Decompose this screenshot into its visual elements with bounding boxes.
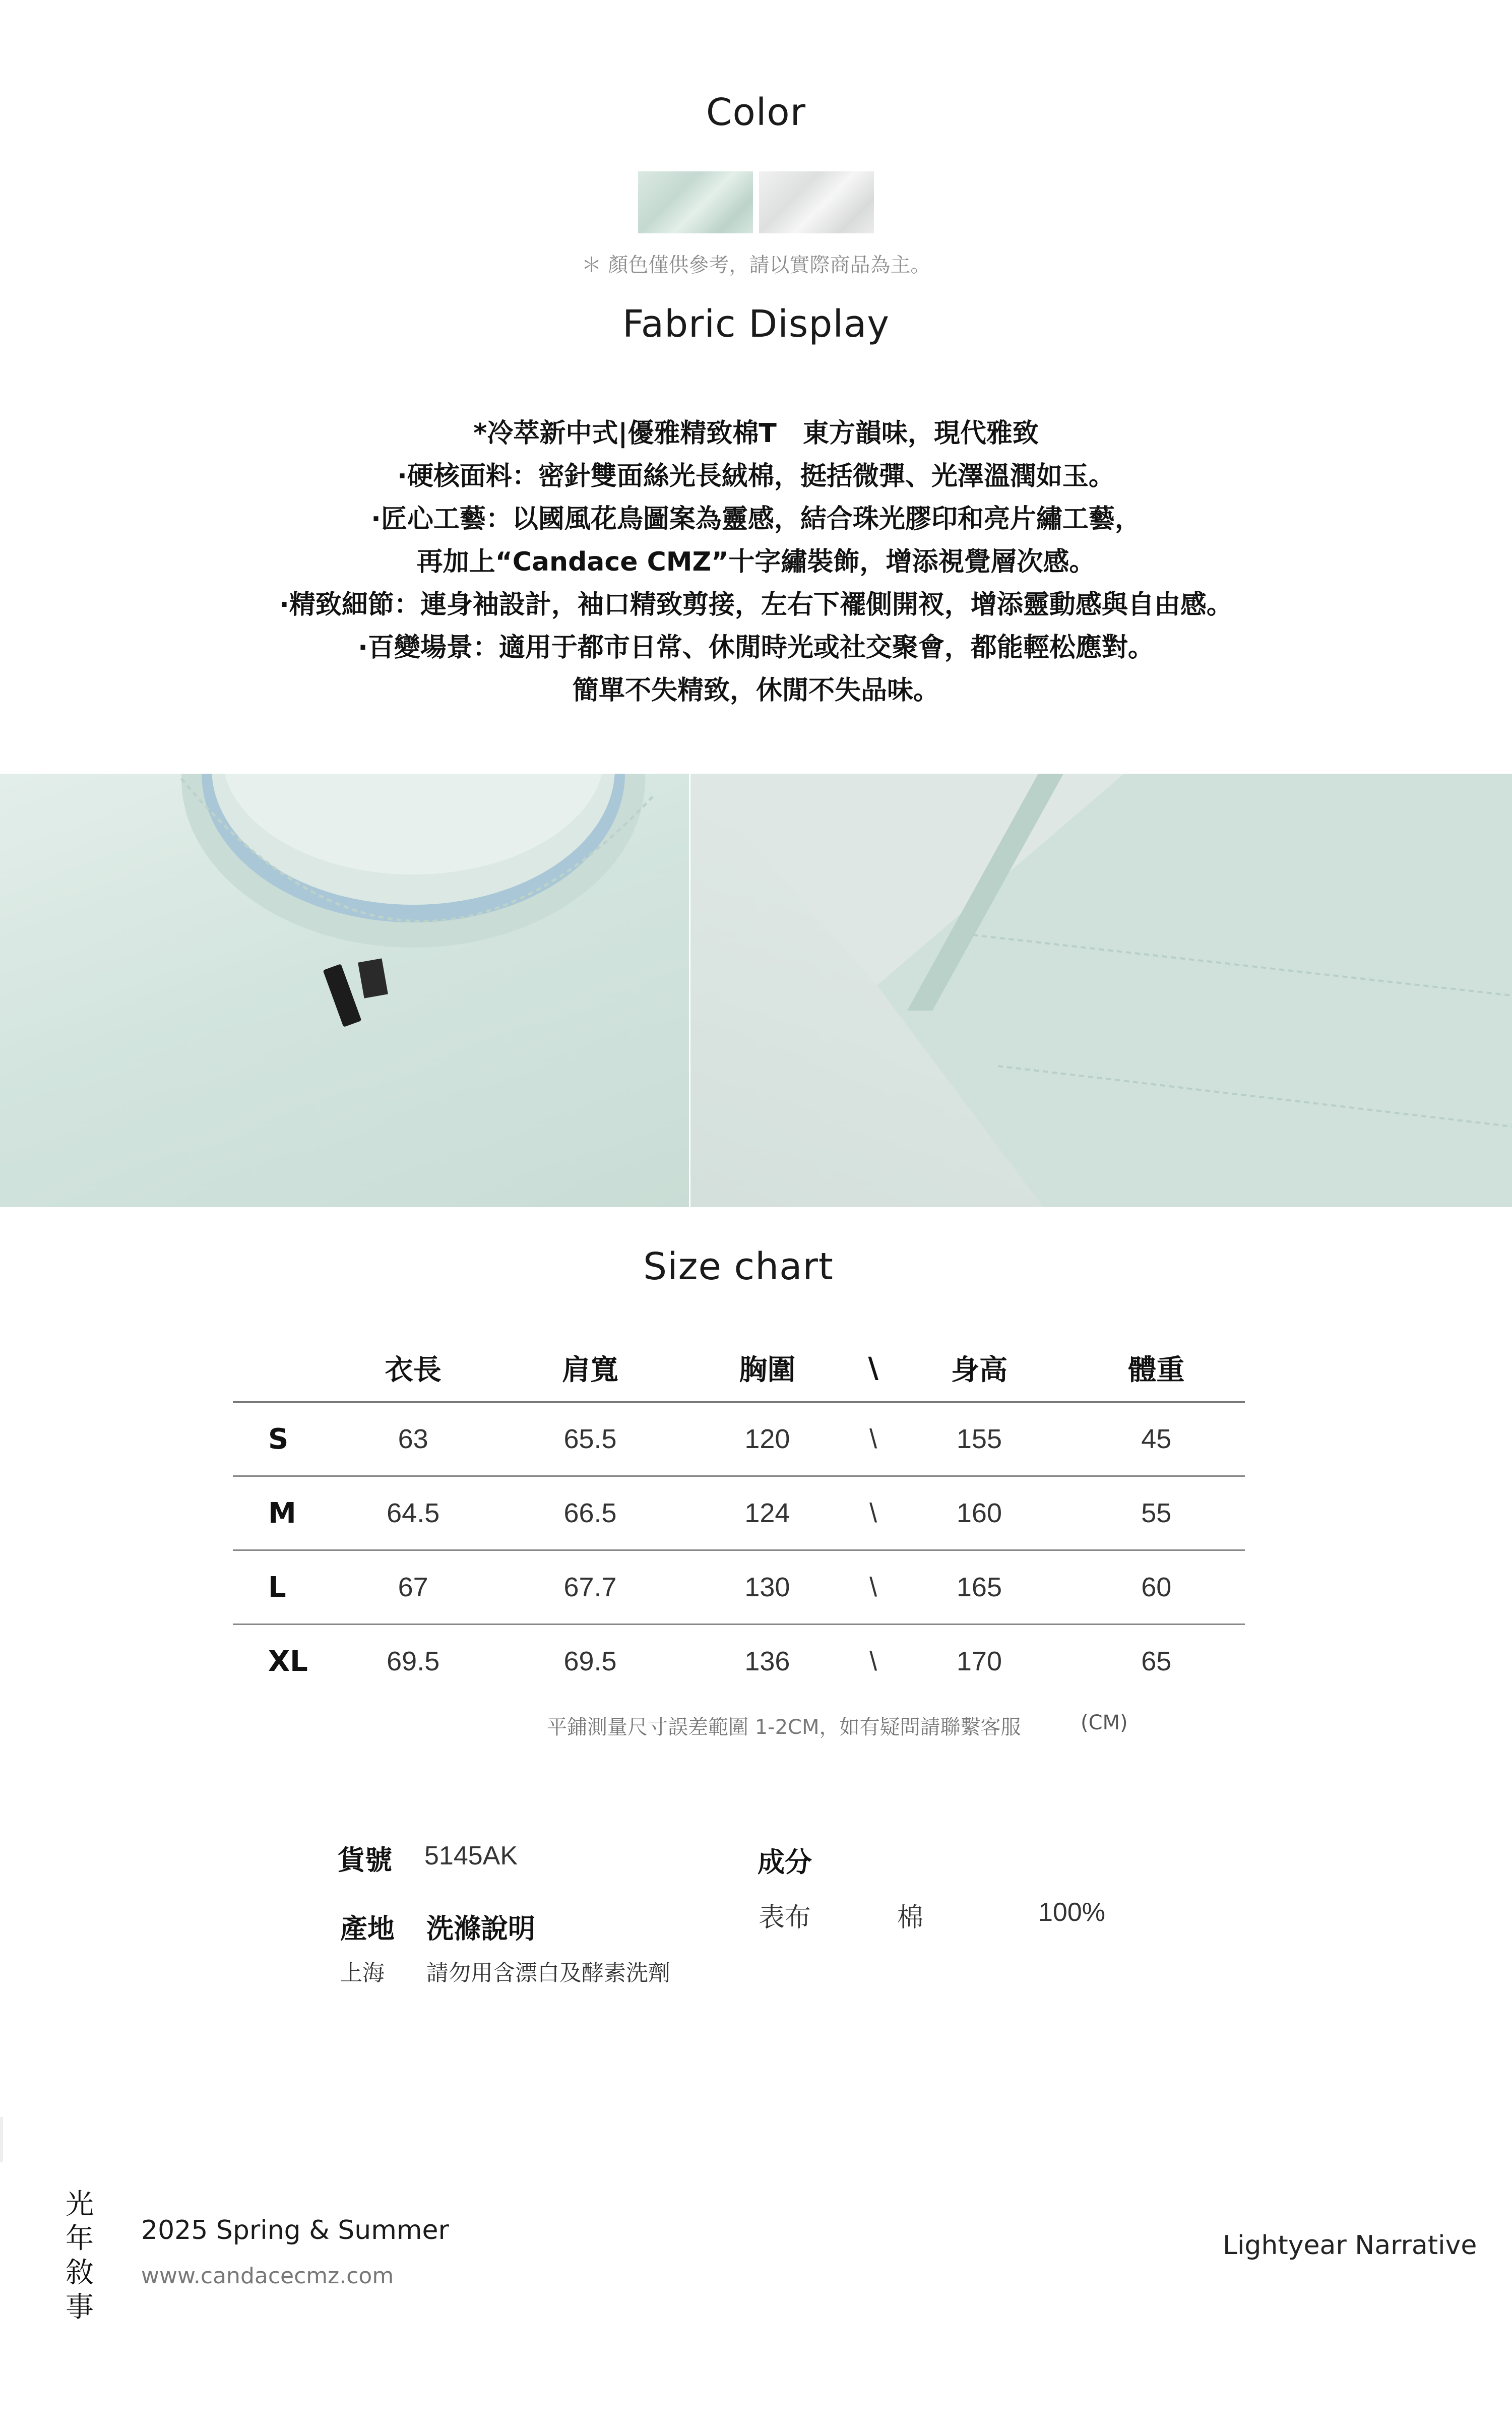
size-label: S	[233, 1402, 325, 1476]
header-length: 衣長	[325, 1335, 501, 1402]
fabric-line: *冷萃新中式|優雅精致棉T 東方韻味，現代雅致	[473, 418, 1039, 449]
table-cell: 67.7	[501, 1550, 678, 1625]
item-no-label: 貨號	[338, 1844, 392, 1876]
table-cell: 45	[1068, 1402, 1245, 1476]
item-no-value: 5145AK	[424, 1841, 518, 1870]
color-title: Color	[706, 91, 806, 134]
size-label: L	[233, 1550, 325, 1625]
header-shoulder: 肩寬	[501, 1335, 678, 1402]
table-cell: 170	[956, 1646, 1002, 1676]
table-cell: \	[856, 1550, 891, 1625]
table-cell: 165	[891, 1550, 1067, 1625]
hem-detail-photo	[690, 774, 1512, 1207]
composition-part: 表布	[759, 1903, 811, 1933]
hem-illustration	[690, 774, 1512, 1207]
brand-char: 光	[66, 2188, 94, 2221]
table-cell: 155	[891, 1402, 1067, 1476]
table-row	[233, 1402, 1245, 1476]
season-label: 2025 Spring & Summer	[141, 2215, 449, 2245]
table-cell: 65.5	[501, 1402, 678, 1476]
brand-char: 敘	[66, 2257, 94, 2289]
header-weight: 體重	[1068, 1335, 1245, 1402]
wash-label: 洗滌說明	[426, 1913, 535, 1945]
fabric-line: ·匠心工藝：以國風花鳥圖案為靈感，結合珠光膠印和亮片繡工藝，	[371, 504, 1141, 534]
collar-detail-photo	[0, 774, 689, 1207]
wash-instructions: 請勿用含漂白及酵素洗劑	[426, 1960, 670, 1986]
table-cell: 63	[325, 1402, 501, 1476]
composition-material: 棉	[897, 1903, 924, 1933]
brand-char: 年	[66, 2222, 94, 2255]
table-cell: 65	[1141, 1646, 1172, 1676]
brand-vertical-logo	[65, 2188, 95, 2325]
size-label: M	[233, 1476, 325, 1550]
color-swatch-mint[interactable]	[638, 171, 753, 233]
fabric-line: 再加上“Candace CMZ”十字繡裝飾，增添視覺層次感。	[416, 547, 1096, 577]
table-cell: 69.5	[387, 1646, 440, 1676]
table-cell: 66.5	[501, 1476, 678, 1550]
table-cell: \	[856, 1402, 891, 1476]
table-row	[233, 1625, 1245, 1698]
table-cell: 160	[891, 1476, 1067, 1550]
website-link[interactable]: www.candacecmz.com	[141, 2263, 394, 2289]
table-row	[233, 1550, 1245, 1625]
table-row	[233, 1476, 1245, 1550]
size-tolerance-note: 平鋪測量尺寸誤差範圍 1-2CM，如有疑問請聯繫客服	[547, 1716, 1021, 1739]
origin-value: 上海	[340, 1960, 385, 1986]
collection-name: Lightyear Narrative	[1223, 2230, 1477, 2261]
size-unit: (CM)	[1081, 1711, 1128, 1734]
fabric-title: Fabric Display	[622, 302, 890, 346]
fabric-line: 簡單不失精致，休閒不失品味。	[572, 675, 939, 706]
color-swatch-light-grey[interactable]	[759, 171, 874, 233]
table-cell: 60	[1068, 1550, 1245, 1625]
edge-divider	[0, 2117, 3, 2162]
table-cell: 120	[679, 1402, 856, 1476]
header-height: 身高	[891, 1335, 1067, 1402]
size-table	[233, 1335, 1245, 1698]
fabric-line: ·精致細節：連身袖設計，袖口精致剪接，左右下襬側開衩，增添靈動感與自由感。	[279, 590, 1233, 620]
table-cell: 67	[325, 1550, 501, 1625]
fabric-line: ·百變場景：適用于都市日常、休閒時光或社交聚會，都能輕松應對。	[358, 633, 1154, 663]
table-cell: 130	[679, 1550, 856, 1625]
size-label: XL	[268, 1645, 308, 1678]
size-chart-title: Size chart	[643, 1245, 834, 1288]
table-cell: 64.5	[325, 1476, 501, 1550]
origin-label: 產地	[340, 1913, 395, 1945]
composition-percentage: 100%	[1038, 1898, 1105, 1927]
size-table-header	[233, 1335, 1245, 1402]
fabric-line: ·硬核面料：密針雙面絲光長絨棉，挺括微彈、光澤溫潤如玉。	[397, 461, 1115, 491]
composition-label: 成分	[758, 1846, 812, 1878]
collar-illustration	[0, 774, 689, 1207]
table-cell: \	[869, 1646, 877, 1676]
table-cell: 124	[679, 1476, 856, 1550]
table-cell: 69.5	[563, 1646, 617, 1676]
header-chest: 胸圍	[679, 1335, 856, 1402]
table-cell: 136	[744, 1646, 790, 1676]
brand-char: 事	[66, 2291, 94, 2324]
table-cell: 55	[1068, 1476, 1245, 1550]
table-cell: \	[856, 1476, 891, 1550]
header-separator: \	[856, 1335, 891, 1402]
fabric-description	[0, 412, 1512, 712]
header-cell	[233, 1335, 325, 1402]
color-disclaimer: ＊ 顏色僅供參考，請以實際商品為主。	[581, 254, 931, 277]
